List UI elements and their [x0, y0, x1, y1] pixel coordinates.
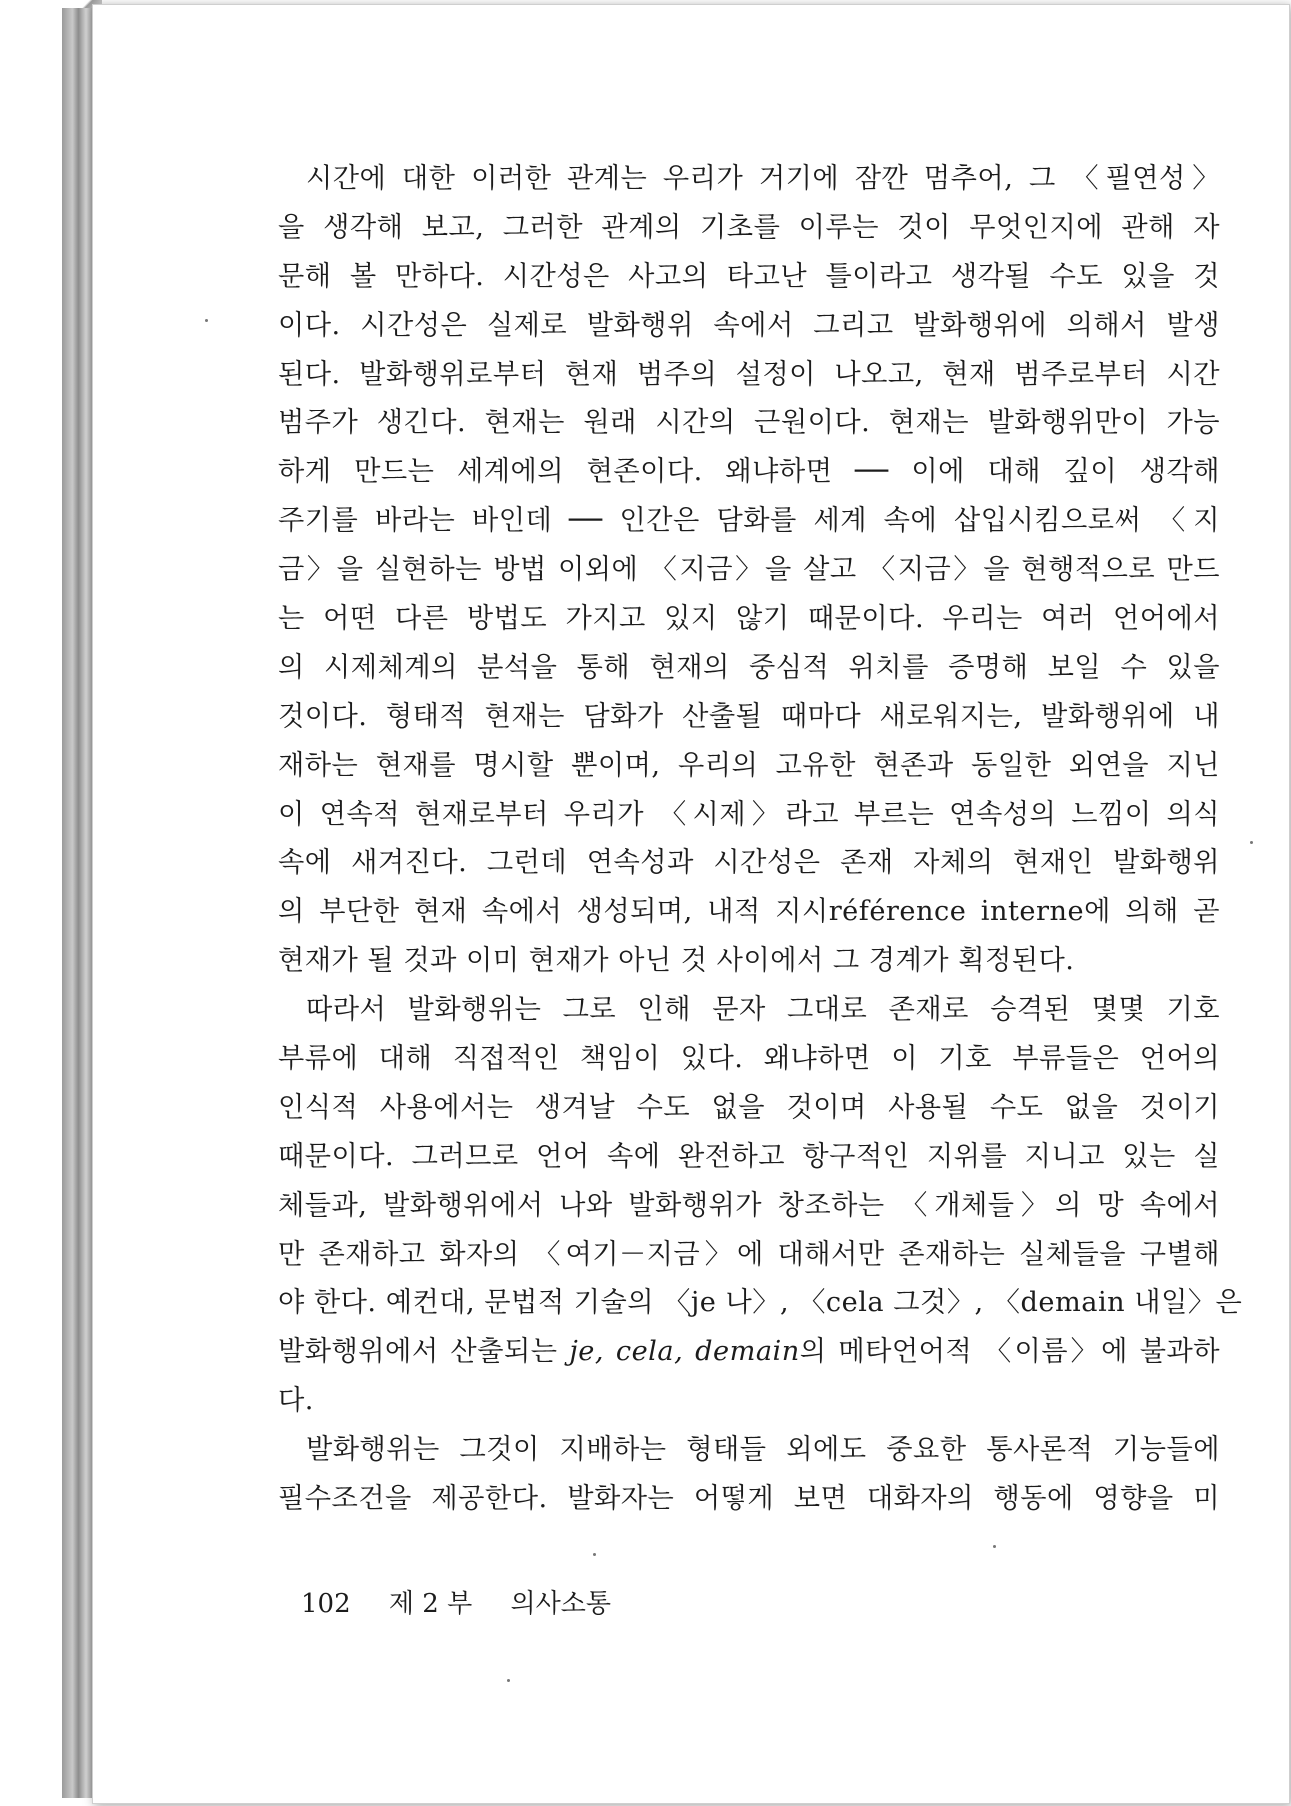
- paragraph-2: [278, 986, 1243, 1426]
- page-number: 102: [301, 1589, 351, 1619]
- scan-speck: [1250, 841, 1253, 844]
- text-line: 시간에 대한 이러한 관계는 우리가 거기에 잠깐 멈추어, 그 〈필연성〉: [306, 163, 1220, 194]
- book-page-edges: [62, 8, 93, 1798]
- text-line: 필수조건을 제공한다. 발화자는 어떻게 보면 대화자의 행동에 영향을 미: [278, 1483, 1220, 1515]
- section-label: 의사소통: [510, 1589, 611, 1619]
- text-line: 다.: [278, 1385, 314, 1417]
- text-line: 야 한다. 예컨대, 문법적 기술의 〈je 나〉, 〈cela 그것〉, 〈demain 내일〉은: [278, 1287, 1243, 1319]
- text-line: 이다. 시간성은 실제로 발화행위 속에서 그리고 발화행위에 의해서 발생: [278, 309, 1220, 341]
- text-line: 부류에 대해 직접적인 책임이 있다. 왜냐하면 이 기호 부류들은 언어의: [278, 1043, 1220, 1075]
- text-line: 금〉을 실현하는 방법 이외에 〈지금〉을 살고 〈지금〉을 현행적으로 만드: [278, 554, 1220, 586]
- text-line: 는 어떤 다른 방법도 가지고 있지 않기 때문이다. 우리는 여러 언어에서: [278, 603, 1220, 635]
- italic-term: je, cela, demain: [569, 1336, 800, 1368]
- text-line: 현재가 될 것과 이미 현재가 아닌 것 사이에서 그 경계가 획정된다.: [278, 945, 1075, 977]
- text-line: 을 생각해 보고, 그러한 관계의 기초를 이루는 것이 무엇인지에 관해 자: [278, 211, 1220, 243]
- paragraph-1: [278, 155, 1220, 986]
- text-line: 때문이다. 그러므로 언어 속에 완전하고 항구적인 지위를 지니고 있는 실: [278, 1140, 1220, 1172]
- text-line: 발화행위에서 산출되는 je, cela, demain의 메타언어적 〈이름〉에 불과하: [278, 1336, 1220, 1368]
- text-line: 범주가 생긴다. 현재는 원래 시간의 근원이다. 현재는 발화행위만이 가능: [278, 407, 1220, 439]
- text-line: 의 부단한 현재 속에서 생성되며, 내적 지시référence interne에 의해 곧: [278, 896, 1220, 928]
- text-line: 발화행위는 그것이 지배하는 형태들 외에도 중요한 통사론적 기능들에: [306, 1434, 1220, 1466]
- text-line: 문해 볼 만하다. 시간성은 사고의 타고난 틀이라고 생각될 수도 있을 것: [278, 260, 1220, 292]
- scan-speck: [593, 1553, 596, 1556]
- scan-speck: [205, 319, 208, 322]
- page-footer: [301, 1583, 641, 1620]
- part-label: 제 2 부: [388, 1589, 473, 1619]
- text-line: 속에 새겨진다. 그런데 연속성과 시간성은 존재 자체의 현재인 발화행위: [278, 847, 1220, 879]
- text-line: 재하는 현재를 명시할 뿐이며, 우리의 고유한 현존과 동일한 외연을 지닌: [278, 749, 1220, 781]
- text-line: 인식적 사용에서는 생겨날 수도 없을 것이며 사용될 수도 없을 것이기: [278, 1091, 1220, 1123]
- book-page: [92, 4, 1290, 1804]
- text-line: 것이다. 형태적 현재는 담화가 산출될 때마다 새로워지는, 발화행위에 내: [278, 700, 1220, 732]
- text-line: 의 시제체계의 분석을 통해 현재의 중심적 위치를 증명해 보일 수 있을: [278, 651, 1220, 683]
- paragraph-3: [278, 1426, 1220, 1524]
- scan-speck: [993, 1545, 996, 1548]
- text-line: 된다. 발화행위로부터 현재 범주의 설정이 나오고, 현재 범주로부터 시간: [278, 358, 1220, 390]
- text-line: 이 연속적 현재로부터 우리가 〈시제〉라고 부르는 연속성의 느낌이 의식: [278, 798, 1220, 830]
- text-line: 따라서 발화행위는 그로 인해 문자 그대로 존재로 승격된 몇몇 기호: [306, 994, 1220, 1026]
- text-line: 체들과, 발화행위에서 나와 발화행위가 창조하는 〈개체들〉의 망 속에서: [278, 1189, 1220, 1221]
- text-line: 주기를 바라는 바인데 ── 인간은 담화를 세계 속에 삽입시킴으로써 〈지: [278, 505, 1220, 537]
- text-line: 하게 만드는 세계에의 현존이다. 왜냐하면 ── 이에 대해 깊이 생각해: [278, 456, 1220, 488]
- text-line: 만 존재하고 화자의 〈여기－지금〉에 대해서만 존재하는 실체들을 구별해: [278, 1238, 1220, 1270]
- scan-speck: [507, 1679, 510, 1682]
- body-text: [278, 155, 1243, 1524]
